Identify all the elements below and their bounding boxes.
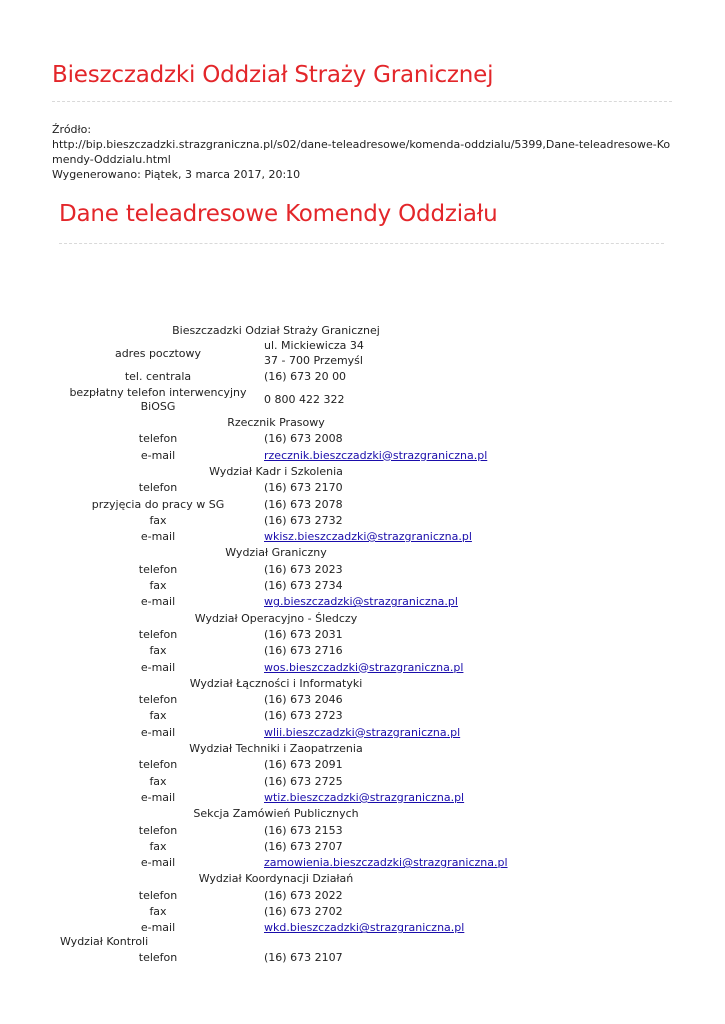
row-value: (16) 673 2734 [264, 579, 343, 592]
row-label: telefon [138, 951, 178, 964]
hotline-label-1: bezpłatny telefon interwencyjny [69, 386, 247, 399]
section-title: Sekcja Zamówień Publicznych [193, 807, 359, 821]
hotline-value: 0 800 422 322 [264, 393, 345, 406]
row-label: telefon [138, 823, 178, 837]
row-value: (16) 673 2107 [264, 951, 343, 964]
hotline-value-row [0, 392, 725, 408]
row-label: e-mail [140, 790, 176, 804]
table-row [0, 594, 725, 610]
row-value: (16) 673 2153 [264, 823, 343, 837]
row-value: (16) 673 2031 [264, 627, 343, 641]
section-title-row [0, 871, 725, 887]
table-row [0, 855, 725, 871]
section-title-row [0, 676, 725, 692]
title-divider [52, 101, 672, 102]
table-row [0, 904, 725, 920]
section-title-row [0, 464, 725, 480]
postal-line2: 37 - 700 Przemyśl [264, 354, 363, 367]
table-row [0, 692, 725, 708]
generated-date: Wygenerowano: Piątek, 3 marca 2017, 20:10 [52, 168, 301, 181]
section-title: Rzecznik Prasowy [227, 416, 325, 429]
table-row [0, 431, 725, 447]
section-title: Wydział Kontroli [60, 935, 149, 948]
source-url: http://bip.bieszczadzki.strazgraniczna.pl/s02/dane-teleadresowe/komenda-oddzialu/5399,Dane-teleadresowe-Komendy-Oddzialu.html [52, 138, 671, 166]
row-label: e-mail [140, 725, 176, 739]
row-value: (16) 673 2046 [264, 693, 343, 707]
row-label: telefon [138, 432, 178, 446]
row-label: telefon [138, 888, 178, 902]
table-row [0, 497, 725, 513]
page-title: Dane teleadresowe Komendy Oddziału [59, 201, 498, 227]
section-title: Wydział Łączności i Informatyki [189, 676, 363, 690]
section-title-row [0, 806, 725, 822]
central-row [0, 369, 725, 385]
section-title-row [0, 415, 725, 431]
email-link[interactable]: wlii.bieszczadzki@strazgraniczna.pl [264, 725, 461, 739]
table-row [0, 448, 725, 464]
row-label: fax [149, 513, 167, 527]
table-row [0, 725, 725, 741]
row-value: (16) 673 2091 [264, 758, 343, 772]
table-row [0, 839, 725, 855]
postal-line2-row [0, 353, 725, 369]
email-link[interactable]: wos.bieszczadzki@strazgraniczna.pl [264, 660, 464, 674]
row-label: fax [149, 839, 167, 853]
row-label: fax [149, 774, 167, 788]
row-label: fax [149, 709, 167, 723]
table-row [0, 950, 725, 966]
section-title: Wydział Koordynacji Działań [198, 872, 354, 886]
section-title-row [0, 741, 725, 757]
row-label: fax [149, 905, 167, 918]
central-value: (16) 673 20 00 [264, 370, 347, 383]
email-link[interactable]: wkisz.bieszczadzki@strazgraniczna.pl [264, 530, 472, 544]
table-row [0, 513, 725, 529]
table-row [0, 823, 725, 839]
table-row [0, 578, 725, 594]
section-title-row [0, 611, 725, 627]
row-label: fax [149, 644, 167, 658]
table-row [0, 790, 725, 806]
table-header: Bieszczadzki Odział Straży Granicznej [172, 324, 380, 337]
table-header-row [0, 323, 725, 339]
email-link[interactable]: rzecznik.bieszczadzki@strazgraniczna.pl [264, 448, 488, 462]
table-row [0, 627, 725, 643]
section-title: Wydział Kadr i Szkolenia [209, 464, 343, 478]
section-title: Wydział Graniczny [225, 546, 327, 560]
section-title-row [0, 545, 725, 561]
row-label: przyjęcia do pracy w SG [91, 497, 225, 511]
row-label: fax [149, 579, 167, 592]
source-label: Źródło: [52, 123, 92, 136]
table-row [0, 660, 725, 676]
row-value: (16) 673 2008 [264, 432, 343, 446]
table-row [0, 708, 725, 724]
table-row [0, 480, 725, 496]
row-label: telefon [138, 758, 178, 772]
section-title-row [0, 934, 725, 950]
row-label: telefon [138, 693, 178, 707]
table-row [0, 529, 725, 545]
row-label: e-mail [140, 921, 176, 935]
postal-line1: ul. Mickiewicza 34 [264, 339, 364, 352]
row-value: (16) 673 2022 [264, 888, 343, 902]
row-label: telefon [138, 627, 178, 641]
row-value: (16) 673 2725 [264, 774, 343, 788]
central-label: tel. centrala [124, 370, 192, 383]
row-value: (16) 673 2170 [264, 481, 343, 495]
table-row [0, 562, 725, 578]
row-value: (16) 673 2732 [264, 513, 343, 527]
table-row [0, 774, 725, 790]
row-label: e-mail [140, 856, 176, 870]
row-value: (16) 673 2707 [264, 839, 343, 853]
hotline-label-2: BiOSG [140, 400, 176, 413]
document-meta [52, 122, 674, 182]
row-label: telefon [138, 481, 178, 495]
row-value: (16) 673 2078 [264, 497, 343, 511]
row-value: (16) 673 2723 [264, 709, 343, 723]
row-label: e-mail [140, 660, 176, 674]
row-label: e-mail [140, 530, 176, 544]
email-link[interactable]: zamowienia.bieszczadzki@strazgraniczna.pl [264, 856, 508, 870]
row-label: e-mail [140, 595, 176, 609]
email-link[interactable]: wg.bieszczadzki@strazgraniczna.pl [264, 595, 458, 609]
email-link[interactable]: wtiz.bieszczadzki@strazgraniczna.pl [264, 790, 465, 804]
row-value: (16) 673 2702 [264, 905, 343, 918]
row-value: (16) 673 2023 [264, 562, 343, 576]
table-row [0, 643, 725, 659]
row-label: telefon [138, 562, 178, 576]
table-row [0, 757, 725, 773]
section-title: Wydział Operacyjno - Śledczy [194, 611, 358, 625]
email-link[interactable]: wkd.bieszczadzki@strazgraniczna.pl [264, 921, 465, 935]
row-value: (16) 673 2716 [264, 644, 343, 658]
postal-line1-row [0, 338, 725, 354]
table-row [0, 888, 725, 904]
page-title-divider [59, 243, 664, 244]
site-title: Bieszczadzki Oddział Straży Granicznej [52, 62, 494, 88]
postal-label: adres pocztowy [114, 347, 202, 360]
section-title: Wydział Techniki i Zaopatrzenia [189, 742, 363, 755]
row-label: e-mail [140, 448, 176, 462]
